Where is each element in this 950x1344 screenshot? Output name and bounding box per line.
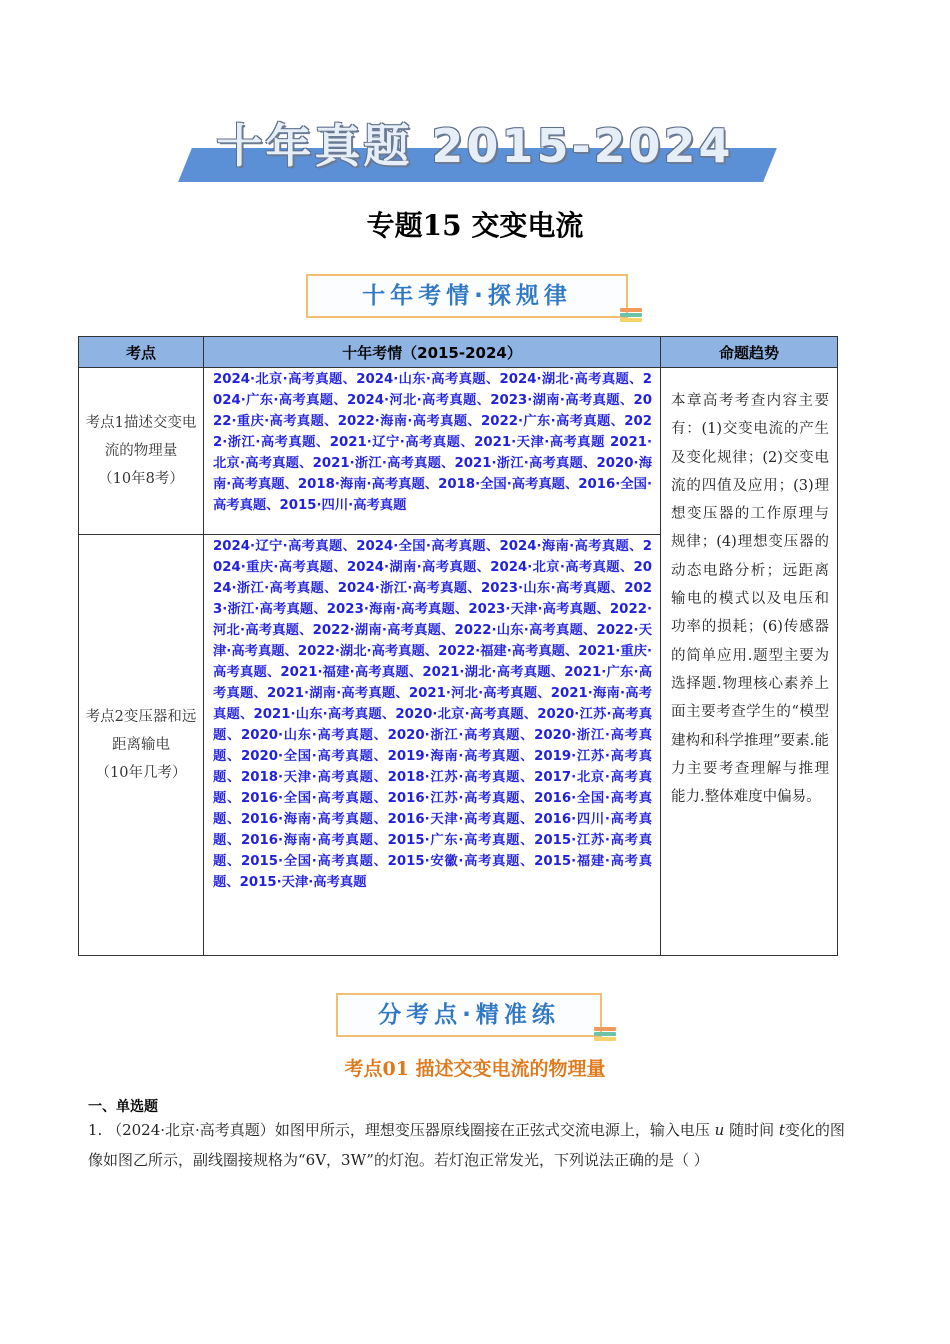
- exam-years-cell: 2024·北京·高考真题、2024·山东·高考真题、2024·湖北·高考真题、2024·广东·高考真题、2024·河北·高考真题、2023·湖南·高考真题、2022·重庆·高考真题、2022·海南·高考真题、2022·广东·高考真题、2022·浙江·高考真题、2021·辽宁·高考真题、2021·天津·高考真题 2021·北京·高考真题、2021·浙江·高考真题、2021·浙江·高考真题、2020·海南·高考真题、2018·海南·高考真题、2018·全国·高考真题、2016·全国·高考真题、2015·四川·高考真题: [204, 368, 661, 535]
- section-title: 考点01 描述交变电流的物理量: [344, 1058, 606, 1080]
- exam-years-cell: 2024·辽宁·高考真题、2024·全国·高考真题、2024·海南·高考真题、2024·重庆·高考真题、2024·湖南·高考真题、2024·北京·高考真题、2024·浙江·高考真题、2024·浙江·高考真题、2023·山东·高考真题、2023·浙江·高考真题、2023·海南·高考真题、2023·天津·高考真题、2022·河北·高考真题、2022·湖南·高考真题、2022·山东·高考真题、2022·天津·高考真题、2022·湖北·高考真题、2022·福建·高考真题、2021·重庆·高考真题、2021·福建·高考真题、2021·湖北·高考真题、2021·广东·高考真题、2021·湖南·高考真题、2021·河北·高考真题、2021·海南·高考真题、2021·山东·高考真题、2020·北京·高考真题、2020·江苏·高考真题、2020·山东·高考真题、2020·浙江·高考真题、2020·浙江·高考真题、2020·全国·高考真题、2019·海南·高考真题、2019·江苏·高考真题、2018·天津·高考真题、2018·江苏·高考真题、2017·北京·高考真题、2016·全国·高考真题、2016·江苏·高考真题、2016·全国·高考真题、2016·海南·高考真题、2016·天津·高考真题、2016·四川·高考真题、2016·海南·高考真题、2015·广东·高考真题、2015·江苏·高考真题、2015·全国·高考真题、2015·安徽·高考真题、2015·福建·高考真题、2015·天津·高考真题: [204, 535, 661, 956]
- books-icon: [594, 1027, 616, 1043]
- page-title: 专题15 交变电流: [366, 209, 584, 242]
- topic-name: 考点1描述交变电流的物理量: [85, 415, 197, 459]
- table-header-row: [79, 337, 838, 368]
- question-type-heading: 一、单选题: [88, 1099, 158, 1115]
- header-history: 十年考情（2015-2024）: [204, 337, 661, 368]
- topic-name: 考点2变压器和远距离输电: [85, 709, 197, 753]
- books-icon: [620, 308, 642, 324]
- header-topic: 考点: [79, 337, 204, 368]
- question-text: [88, 1115, 850, 1175]
- pill-label: 分考点·精准练: [378, 1002, 560, 1028]
- header-trend: 命题趋势: [661, 337, 838, 368]
- variable-u: u: [714, 1121, 725, 1139]
- topic-count: （10年几考）: [95, 765, 187, 781]
- section-pill-practice: [336, 993, 602, 1037]
- topic-count: （10年8考）: [98, 471, 184, 487]
- exam-overview-table: [78, 336, 838, 956]
- title-banner: [175, 118, 775, 188]
- question-source: （2024·北京·高考真题）: [107, 1121, 275, 1139]
- table-row: [79, 368, 838, 535]
- variable-t: t: [778, 1121, 785, 1139]
- topic-cell: [79, 368, 204, 535]
- question-part: 随时间: [729, 1121, 775, 1139]
- question-part: 变化的图像如图乙所示，副线圈接规格为“6V，3W”的灯泡。若灯泡正常发光，下列说法正确的是（ ）: [88, 1121, 845, 1169]
- question-part: 如图甲所示，理想变压器原线圈接在正弦式交流电源上，输入电压: [274, 1121, 710, 1139]
- section-pill-overview: [306, 274, 628, 318]
- banner-text: 十年真题 2015-2024: [216, 119, 734, 173]
- trend-cell: 本章高考考查内容主要有：(1)交变电流的产生及变化规律；(2)交变电流的四值及应用；(3)理想变压器的工作原理与规律；(4)理想变压器的动态电路分析；远距离输电的模式以及电压和功率的损耗；(6)传感器的简单应用.题型主要为选择题.物理核心素养上面主要考查学生的“模型建构和科学推理”要素.能力主要考查理解与推理能力.整体难度中偏易。: [661, 368, 838, 956]
- question-number: 1.: [88, 1121, 103, 1139]
- topic-cell: [79, 535, 204, 956]
- pill-label: 十年考情·探规律: [362, 283, 572, 309]
